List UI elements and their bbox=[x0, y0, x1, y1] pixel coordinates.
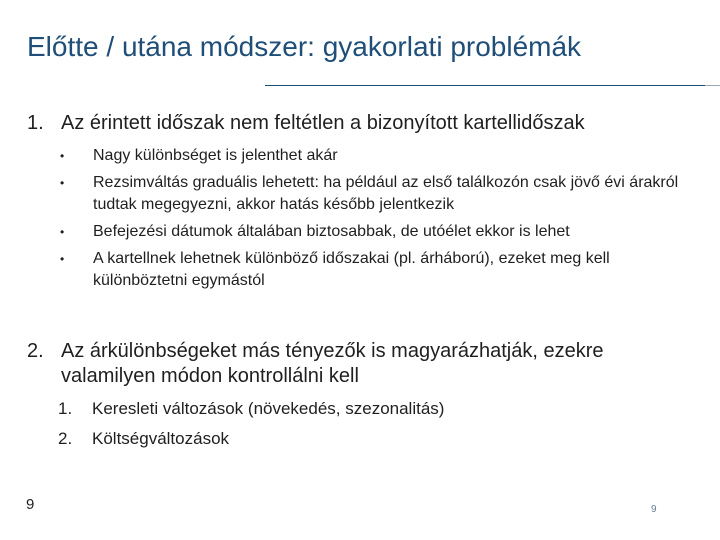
numbered-item-number: 1. bbox=[58, 399, 73, 418]
page-number-left: 9 bbox=[26, 496, 35, 513]
bullet-item bbox=[60, 248, 700, 292]
bullet-item bbox=[60, 221, 700, 243]
slide-title: Előtte / utána módszer: gyakorlati problémák bbox=[27, 31, 582, 62]
section-2-heading bbox=[27, 339, 667, 389]
bullet-item bbox=[60, 145, 700, 167]
title-underline-tail bbox=[705, 85, 720, 86]
numbered-item-number: 2. bbox=[58, 429, 73, 448]
bullet-icon: • bbox=[60, 149, 65, 163]
section-2-number: 2. bbox=[27, 340, 44, 362]
section-2-text: Az árkülönbségeket más tényezők is magyarázhatják, ezekre valamilyen módon kontrollálni kell bbox=[61, 340, 604, 387]
bullet-text: Befejezési dátumok általában biztosabbak, de utóélet ekkor is lehet bbox=[93, 223, 570, 240]
page-number-right: 9 bbox=[651, 504, 657, 515]
section-1-bullet-list bbox=[60, 145, 700, 297]
bullet-item bbox=[60, 172, 700, 216]
bullet-icon: • bbox=[60, 225, 65, 239]
numbered-item-text: Költségváltozások bbox=[92, 429, 230, 448]
bullet-text: Nagy különbséget is jelenthet akár bbox=[93, 147, 338, 164]
section-1-number: 1. bbox=[27, 112, 44, 134]
bullet-icon: • bbox=[60, 252, 65, 266]
numbered-item bbox=[58, 398, 678, 420]
bullet-text: Rezsimváltás graduális lehetett: ha például az első találkozón csak jövő évi árakról tudtak megegyezni, akkor hatás később jelentkezik bbox=[93, 174, 679, 213]
title-underline bbox=[265, 85, 720, 86]
section-2-numbered-list bbox=[58, 398, 678, 458]
numbered-item-text: Keresleti változások (növekedés, szezonalitás) bbox=[92, 399, 445, 418]
section-1-heading bbox=[27, 111, 697, 136]
bullet-icon: • bbox=[60, 176, 65, 190]
bullet-text: A kartellnek lehetnek különböző időszakai (pl. árháború), ezeket meg kell különböztetni egymástól bbox=[93, 250, 610, 289]
section-1-text: Az érintett időszak nem feltétlen a bizonyított kartellidőszak bbox=[61, 112, 585, 134]
numbered-item bbox=[58, 428, 678, 450]
